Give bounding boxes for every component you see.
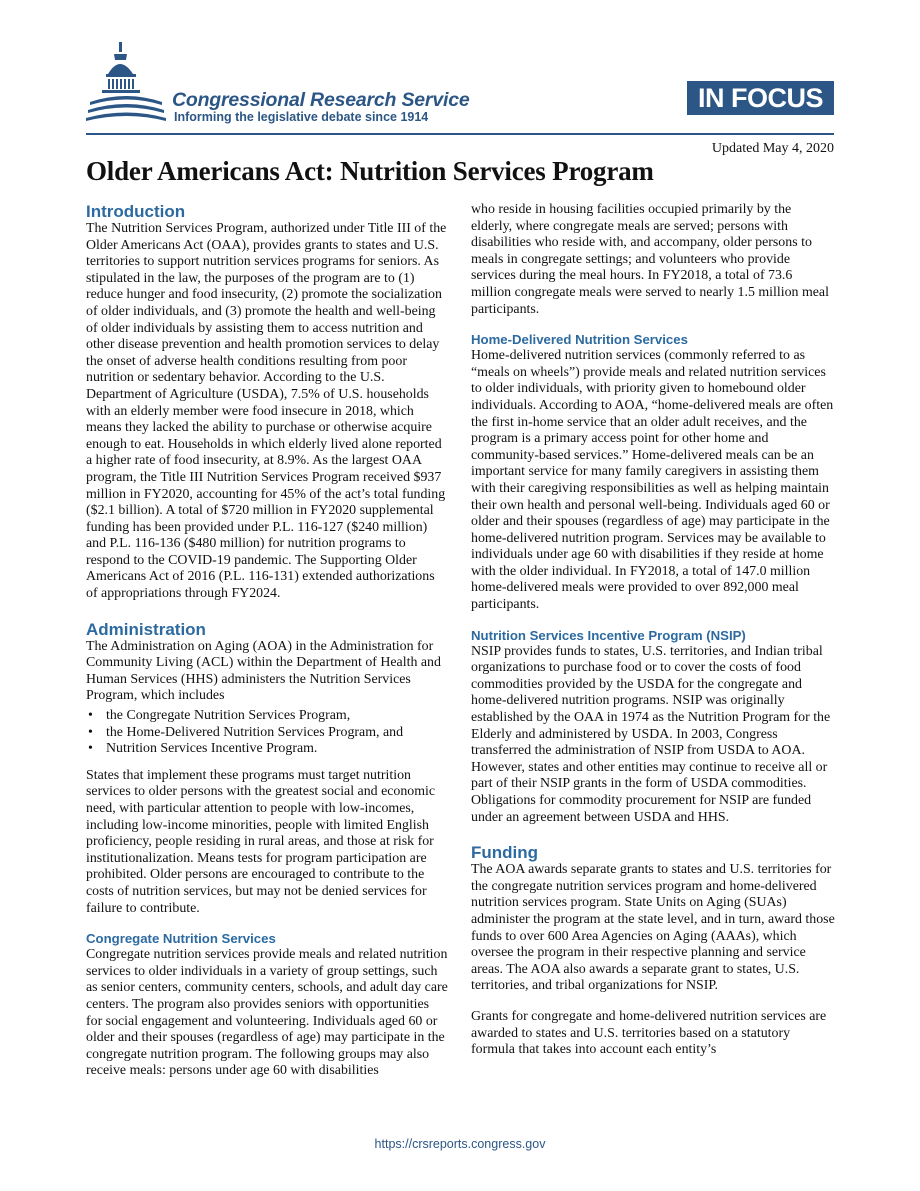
in-focus-badge: IN FOCUS <box>687 81 834 115</box>
administration-paragraph-2: States that implement these programs must target nutrition services to older persons with the greatest social and economic need, with particular attention to people with low-incomes, including low-income minorities, people with limited English proficiency, people residing in rural areas, and those at risk for institutionalization. Means tests for program participation are prohibited. Older persons are encouraged to contribute to the costs of nutrition services, but may not be denied services for failure to contribute. <box>86 767 436 916</box>
right-column <box>471 202 835 1059</box>
administration-paragraph: The Administration on Aging (AOA) in the Administration for Community Living (ACL) within the Department of Health and Human Services (HHS) administers the Nutrition Services Program, which includes <box>86 638 441 704</box>
bullet-icon: • <box>88 724 93 740</box>
bullet-icon: • <box>88 741 93 757</box>
left-column <box>86 202 448 1080</box>
capitol-dome-logo-icon <box>86 40 166 130</box>
congregate-paragraph: Congregate nutrition services provide meals and related nutrition services to older individuals in a variety of group settings, such as senior centers, community centers, schools, and adult day care centers. The program also provides seniors with opportunities for social engagement and volunteering. Individuals aged 60 or older and their spouses (regardless of age) may participate in the congregate nutrition program. The following groups may also receive meals: persons under age 60 with disabilities <box>86 947 448 1079</box>
home-delivered-paragraph: Home-delivered nutrition services (commonly referred to as “meals on wheels”) provide meals and related nutrition services to older individuals, with priority given to homebound older individuals. According to AOA, “home-delivered meals are often the first in-home service that an older adult receives, and the program is a primary access point for other home and community-based services.” Home-delivered meals can be an important service for many family caregivers in assisting them with their caregiving responsibilities as well as helping maintain their own health and personal well-being. Individuals aged 60 or older and their spouses (regardless of age) may participate in the home-delivered nutrition program. Services may be available to individuals under age 60 with disabilities if they reside at home with the older individual. In FY2018, a total of 147.0 million home-delivered meals were provided to over 892,000 meal participants. <box>471 348 834 613</box>
org-name: Congressional Research Service <box>172 89 470 111</box>
section-heading-administration: Administration <box>86 619 206 639</box>
bullet-icon: • <box>88 708 93 724</box>
subsection-heading-nsip: Nutrition Services Incentive Program (NSIP) <box>471 627 746 643</box>
introduction-paragraph: The Nutrition Services Program, authorized under Title III of the Older Americans Act (OAA), provides grants to states and U.S. territories to support nutrition services programs for seniors. As stipulated in the law, the purposes of the program are to (1) reduce hunger and food insecurity, (2) promote the socialization of older individuals, and (3) promote the health and well-being of older individuals by assisting them to access nutrition and other disease prevention and health promotion services to delay the onset of adverse health conditions resulting from poor nutrition or sedentary behavior. According to the U.S. Department of Agriculture (USDA), 7.5% of U.S. households with an elderly member were food insecure in 2018, which means they lacked the ability to purchase or otherwise acquire enough to eat. Households in which elderly lived alone reported a higher rate of food insecurity, at 8.9%. As the largest OAA program, the Title III Nutrition Services Program received $937 million in FY2020, accounting for 45% of the act’s total funding ($2.1 billion). A total of $720 million in FY2020 supplemental funding has been provided under P.L. 116-127 ($240 million) and P.L. 116-136 ($480 million) for nutrition programs to respond to the COVID-19 pandemic. The Supporting Older Americans Act of 2016 (P.L. 116-131) extended authorizations of appropriations through FY2024. <box>86 221 447 602</box>
funding-paragraph-2: Grants for congregate and home-delivered nutrition services are awarded to states and U.S. territories based on a statutory formula that takes into account each entity’s <box>471 1008 827 1058</box>
updated-date: Updated May 4, 2020 <box>711 141 834 156</box>
list-item: • the Home-Delivered Nutrition Services Program, and <box>88 724 404 740</box>
program-list <box>86 708 448 758</box>
congregate-paragraph-continued: who reside in housing facilities occupied primarily by the elderly, where congregate meals are served; persons with disabilities who reside with, and accompany, older persons to meals in congregate settings; and volunteers who provide services during the meal hours. In FY2018, a total of 73.6 million congregate meals were served to nearly 1.5 million meal participants. <box>471 202 829 317</box>
section-heading-funding: Funding <box>471 843 539 863</box>
funding-paragraph: The AOA awards separate grants to states and U.S. territories for the congregate nutrition services program and home-delivered nutrition services program. State Units on Aging (SUAs) administer the program at the state level, and in turn, award those funds to over 600 Area Agencies on Aging (AAAs), which oversee the program in their respective planning and service areas. The AOA also awards a separate grant to states, U.S. territories, and tribal organizations for NSIP. <box>471 862 835 994</box>
list-item: • Nutrition Services Incentive Program. <box>88 741 318 757</box>
footer-url-link[interactable]: https://crsreports.congress.gov <box>374 1137 546 1151</box>
page-title: Older Americans Act: Nutrition Services Program <box>86 156 654 186</box>
org-tagline: Informing the legislative debate since 1914 <box>174 110 429 124</box>
section-heading-introduction: Introduction <box>86 202 186 221</box>
list-item: • the Congregate Nutrition Services Program, <box>88 708 351 724</box>
subsection-heading-congregate: Congregate Nutrition Services <box>86 931 276 947</box>
subsection-heading-home-delivered: Home-Delivered Nutrition Services <box>471 332 688 348</box>
header-divider <box>86 133 834 135</box>
nsip-paragraph: NSIP provides funds to states, U.S. territories, and Indian tribal organizations to purchase food or to cover the costs of food commodities provided by the USDA for the congregate and home-delivered nutrition programs. NSIP was originally established by the OAA in 1974 as the Nutrition Program for the Elderly and administered by USDA. In 2003, Congress transferred the administration of NSIP from USDA to AOA. However, states and other entities may continue to receive all or part of their NSIP grants in the form of USDA commodities. Obligations for commodity procurement for NSIP are funded under an agreement between USDA and HHS. <box>471 643 831 825</box>
crs-header <box>86 40 834 136</box>
